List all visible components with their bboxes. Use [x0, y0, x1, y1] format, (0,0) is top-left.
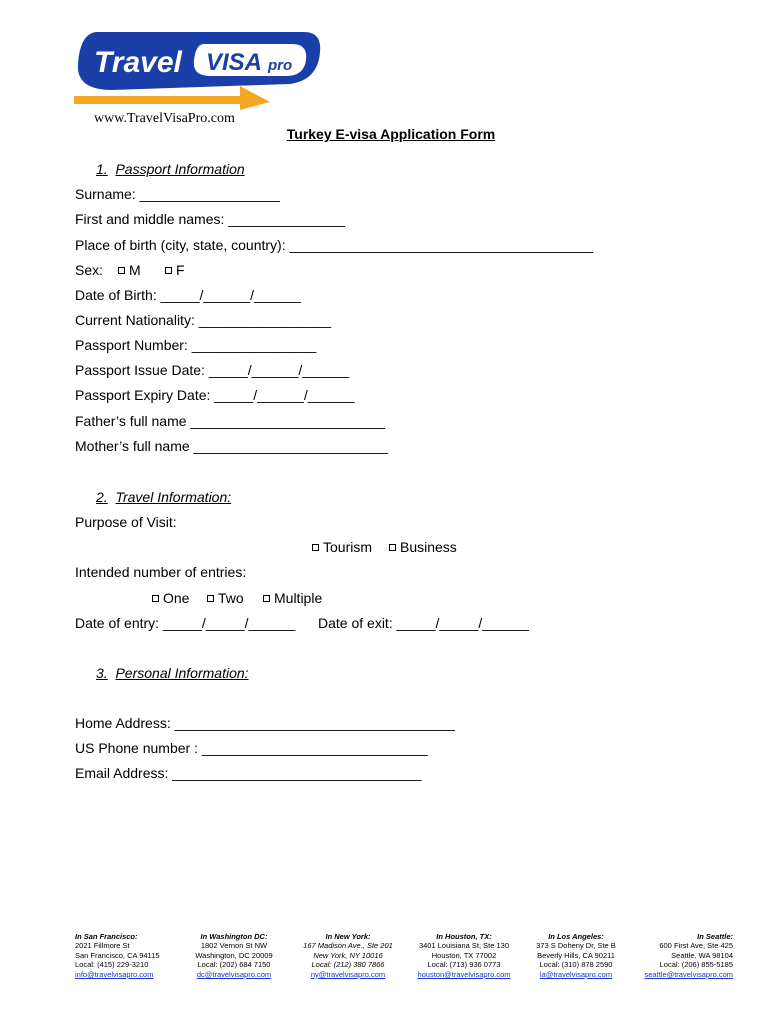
sex-male-option[interactable]: [118, 261, 141, 279]
office-city-state: New York, NY 10016: [313, 950, 383, 960]
entries-two-label: Two: [218, 590, 244, 606]
form-title: Turkey E-visa Application Form: [286, 126, 496, 142]
checkbox-icon[interactable]: [152, 595, 159, 602]
footer-offices: [0, 932, 770, 992]
checkbox-icon[interactable]: [165, 267, 172, 274]
checkbox-icon[interactable]: [389, 544, 396, 551]
sex-male-label: M: [129, 262, 141, 278]
office-city-state: Houston, TX 77002: [431, 950, 497, 960]
website-url: www.TravelVisaPro.com: [94, 111, 235, 126]
sex-female-option[interactable]: [165, 261, 185, 279]
passport-issue-date-field[interactable]: Passport Issue Date: _____/______/______: [75, 362, 349, 378]
office-email-link[interactable]: info@travelvisapro.com: [75, 969, 154, 979]
number-of-entries-label: Intended number of entries:: [75, 564, 247, 580]
section-1-number: 1.: [96, 161, 108, 177]
office-street: 167 Madison Ave., Ste 201: [303, 941, 393, 951]
passport-number-field[interactable]: Passport Number: ________________: [75, 337, 317, 353]
office-phone: Local: (206) 855-5185: [659, 960, 733, 970]
office-phone: Local: (212) 380 7866: [311, 960, 385, 970]
office-san-francisco: [75, 932, 160, 979]
date-of-exit-field[interactable]: Date of exit: _____/_____/______: [318, 615, 529, 631]
purpose-of-visit-label: Purpose of Visit:: [75, 514, 177, 530]
office-phone: Local: (415) 229-3210: [75, 960, 149, 970]
office-email-link[interactable]: seattle@travelvisapro.com: [644, 969, 733, 979]
first-middle-names-field[interactable]: First and middle names: _______________: [75, 211, 346, 227]
checkbox-icon[interactable]: [263, 595, 270, 602]
place-of-birth-field[interactable]: Place of birth (city, state, country): _______________________________________: [75, 237, 594, 253]
fathers-name-field[interactable]: Father’s full name _________________________: [75, 413, 386, 429]
office-washington-dc: [194, 932, 274, 979]
office-street: 1802 Vernon St NW: [200, 941, 268, 951]
surname-field[interactable]: Surname: __________________: [75, 186, 280, 202]
sex-label: Sex:: [75, 262, 104, 278]
sex-female-label: F: [176, 262, 185, 278]
office-city: In Washington DC:: [200, 932, 268, 941]
office-street: 600 First Ave, Ste 425: [659, 941, 733, 951]
office-email-link[interactable]: houston@travelvisapro.com: [417, 969, 511, 979]
office-city: In New York:: [325, 932, 371, 941]
home-address-field[interactable]: Home Address: ____________________________________: [75, 715, 455, 731]
logo-pro-text: pro: [268, 57, 293, 74]
mothers-name-field[interactable]: Mother’s full name _________________________: [75, 438, 389, 454]
office-seattle: [636, 932, 733, 979]
date-of-birth-field[interactable]: Date of Birth: _____/______/______: [75, 287, 301, 303]
tourism-label: Tourism: [323, 539, 373, 555]
logo-visa-text: VISA: [206, 49, 263, 76]
entries-multiple-label: Multiple: [274, 590, 323, 606]
section-1-heading: [96, 160, 245, 178]
entries-two-option[interactable]: [207, 589, 244, 607]
entries-multiple-option[interactable]: [263, 589, 322, 607]
logo-travel-text: Travel: [94, 46, 182, 79]
section-3-number: 3.: [96, 665, 108, 681]
office-email-link[interactable]: la@travelvisapro.com: [539, 969, 613, 979]
office-city: In San Francisco:: [75, 932, 138, 941]
office-phone: Local: (202) 684 7150: [197, 960, 271, 970]
us-phone-field[interactable]: US Phone number : _____________________________: [75, 740, 428, 756]
office-phone: Local: (713) 936 0773: [427, 960, 501, 970]
checkbox-icon[interactable]: [207, 595, 214, 602]
office-street: 3401 Louisiana St, Ste 130: [418, 941, 510, 951]
office-city-state: Washington, DC 20009: [195, 950, 273, 960]
date-of-entry-field[interactable]: Date of entry: _____/_____/______: [75, 615, 296, 631]
office-city: In Los Angeles:: [548, 932, 604, 941]
office-city: In Houston, TX:: [436, 932, 492, 941]
section-3-title: Personal Information:: [115, 665, 249, 681]
passport-expiry-date-field[interactable]: Passport Expiry Date: _____/______/______: [75, 387, 355, 403]
office-city: In Seattle:: [697, 932, 733, 941]
section-3-heading: [96, 664, 249, 682]
office-street: 373 S Doheny Dr, Ste B: [536, 941, 616, 951]
section-2-heading: [96, 488, 231, 506]
travelvisapro-logo: [72, 30, 322, 114]
checkbox-icon[interactable]: [118, 267, 125, 274]
office-city-state: Beverly Hills, CA 90211: [537, 950, 615, 960]
business-label: Business: [400, 539, 457, 555]
section-2-title: Travel Information:: [115, 489, 232, 505]
office-email-link[interactable]: dc@travelvisapro.com: [196, 969, 272, 979]
office-houston: [414, 932, 514, 979]
checkbox-icon[interactable]: [312, 544, 319, 551]
entries-one-option[interactable]: [152, 589, 189, 607]
tourism-option[interactable]: [312, 538, 372, 556]
office-new-york: [300, 932, 396, 979]
office-city-state: Seattle, WA 98104: [671, 950, 733, 960]
section-2-number: 2.: [96, 489, 108, 505]
office-city-state: San Francisco, CA 94115: [75, 950, 160, 960]
current-nationality-field[interactable]: Current Nationality: _________________: [75, 312, 332, 328]
office-street: 2021 Fillmore St: [75, 941, 130, 951]
email-address-field[interactable]: Email Address: ________________________________: [75, 765, 422, 781]
office-los-angeles: [533, 932, 619, 979]
entries-one-label: One: [163, 590, 190, 606]
section-1-title: Passport Information: [115, 161, 245, 177]
business-option[interactable]: [389, 538, 457, 556]
office-email-link[interactable]: ny@travelvisapro.com: [310, 969, 386, 979]
office-phone: Local: (310) 878 2590: [539, 960, 613, 970]
